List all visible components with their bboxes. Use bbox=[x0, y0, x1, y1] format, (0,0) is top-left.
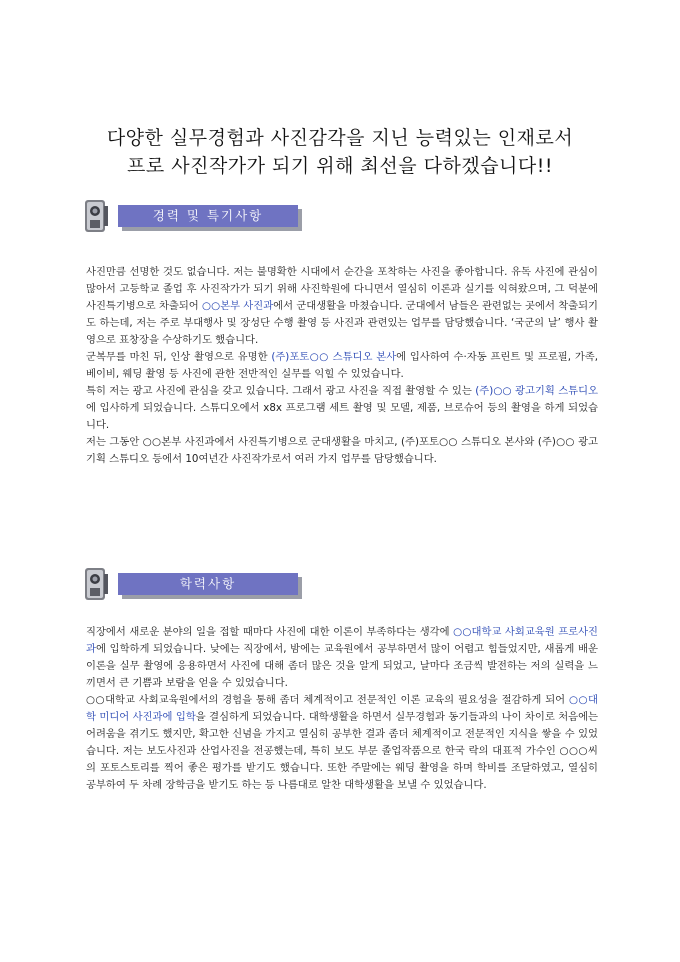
title-line-2: 프로 사진작가가 되기 위해 최선을 다하겠습니다!! bbox=[126, 155, 553, 177]
section-label-career: 경력 및 특기사항 bbox=[118, 205, 298, 227]
paragraph: 저는 그동안 ○○본부 사진과에서 사진특기병으로 군대생활을 마치고, (주)포토○○ 스튜디오 본사와 (주)○○ 광고기획 스튜디오 등에서 10여년간 사진작가로서 여러 가지 업무를 담당했습니다. bbox=[86, 436, 598, 465]
paragraph: 특히 저는 광고 사진에 관심을 갖고 있습니다. 그래서 광고 사진을 직접 촬영할 수 있는 (주)○○ 광고기획 스튜디오에 입사하게 되었습니다. 스튜디오에서 x8x 프로그램 세트 촬영 및 모델, 제품, 브로슈어 등의 촬영을 하게 되었습니다. bbox=[86, 385, 598, 431]
highlight-text: (주)○○ 광고기획 스튜디오 bbox=[475, 385, 598, 397]
highlight-text: (주)포토○○ 스튜디오 본사 bbox=[271, 351, 397, 363]
paragraph: ○○대학교 사회교육원에서의 경험을 통해 좀더 체계적이고 전문적인 이론 교육의 필요성을 절감하게 되어 ○○대학 미디어 사진과에 입학을 결심하게 되었습니다. 대학생활을 하면서 실무경험과 동기들과의 나이 차이로 처음에는 어려움을 겪기도 했지만, 확고한 신념을 가지고 열심히 공부한 결과 좀더 체계적이고 전문적인 지식을 쌓을 수 있었습니다. 저는 보도사진과 산업사진을 전공했는데, 특히 보도 부문 졸업작품으로 한국 락의 대표적 가수인 ○○○씨의 포토스토리를 찍어 좋은 평가를 받기도 했습니다. 또한 주말에는 웨딩 촬영을 하며 학비를 조달하였고, 열심히 공부하여 두 차례 장학금을 받기도 하는 등 나름대로 알찬 대학생활을 보낼 수 있었습니다. bbox=[86, 694, 599, 791]
camera-icon bbox=[82, 196, 110, 236]
title-line-1: 다양한 실무경험과 사진감각을 지닌 능력있는 인재로서 bbox=[106, 127, 574, 149]
highlight-text: ○○본부 사진과 bbox=[202, 300, 274, 312]
section-label-education: 학력사항 bbox=[118, 573, 298, 595]
section-body-education bbox=[86, 624, 598, 794]
highlight-text: ○○대학교 사회교육원 프로사진과 bbox=[86, 626, 598, 655]
paragraph: 사진만큼 선명한 것도 없습니다. 저는 불명확한 시대에서 순간을 포착하는 사진을 좋아합니다. 유독 사진에 관심이 많아서 고등학교 졸업 후 사진작가가 되기 위해 사진학원에 다니면서 열심히 이론과 실기를 익혀왔으며, 그 덕분에 사진특기병으로 차출되어 ○○본부 사진과에서 군대생활을 마쳤습니다. 군대에서 남들은 관련없는 곳에서 착출되기도 하는데, 저는 주로 부대행사 및 장성단 수행 촬영 등 사진과 관련있는 업무를 담당했습니다. ‘국군의 날’ 행사 촬영으로 표창장을 수상하기도 했습니다. bbox=[86, 266, 598, 346]
page-title bbox=[40, 124, 640, 180]
paragraph: 군복무를 마친 뒤, 인상 촬영으로 유명한 (주)포토○○ 스튜디오 본사에 입사하여 수·자동 프린트 및 프로필, 가족, 베이비, 웨딩 촬영 등 사진에 관한 전반적인 실무를 익힐 수 있었습니다. bbox=[86, 351, 598, 380]
section-body-career bbox=[86, 264, 598, 468]
highlight-text: ○○대학 미디어 사진과에 입학 bbox=[86, 694, 599, 723]
camera-icon bbox=[82, 564, 110, 604]
paragraph: 직장에서 새로운 분야의 일을 접할 때마다 사진에 대한 이론이 부족하다는 생각에 ○○대학교 사회교육원 프로사진과에 입학하게 되었습니다. 낮에는 직장에서, 밤에는 교육원에서 공부하면서 많이 어렵고 힘들었지만, 새롭게 배운 이론을 실무 촬영에 응용하면서 사진에 대해 좀더 많은 것을 알게 되었고, 날마다 조금씩 발전하는 저의 실력을 느끼면서 큰 기쁨과 보람을 얻을 수 있었습니다. bbox=[86, 626, 598, 689]
